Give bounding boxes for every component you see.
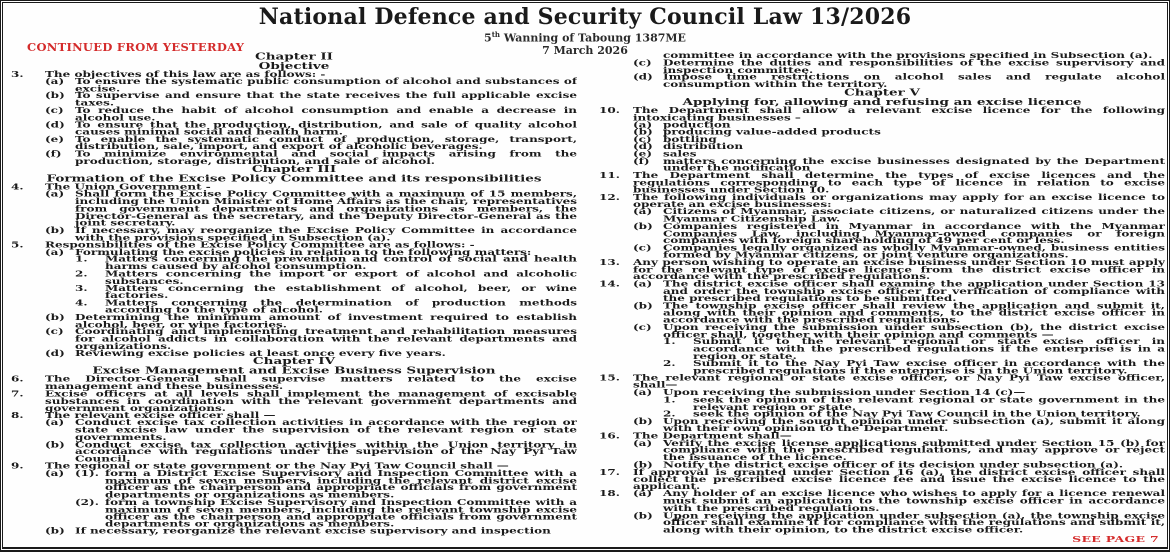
- law-paragraph: [11, 227, 577, 241]
- clause-text: The following individuals or organizations may apply for an excise licence to operate an excise businesses:: [633, 192, 1165, 210]
- clause-text: Determining the minimum amount of investment required to establish alcohol, beer, or wine factories.: [75, 312, 577, 330]
- law-paragraph: [11, 270, 577, 284]
- clause-label: [45, 285, 75, 299]
- page-title: National Defence and Security Council Law 13/2026: [258, 4, 912, 30]
- clause-label: (f): [633, 156, 650, 166]
- clause-label: [599, 396, 633, 410]
- clause-label: (b): [45, 526, 65, 536]
- clause-text: Responsibilities of the Excise Policy Committee are as follows: -: [45, 240, 475, 250]
- clause-label: [11, 191, 45, 227]
- clause-text: matters concerning the excise businesses designated by the Department under the notification: [663, 156, 1165, 173]
- clause-label: (1).: [75, 468, 99, 479]
- clause-label: [11, 256, 45, 270]
- clause-text: The Union Government -: [45, 182, 211, 192]
- clause-text: Matters concerning the import or export of alcohol and alcoholic substances.: [105, 269, 577, 286]
- clause-text: To ensure that the production, distribution, and sale of quality alcohol causes minimal social and health harm.: [75, 120, 577, 137]
- law-paragraph: [11, 107, 577, 121]
- clause-label: [599, 121, 633, 128]
- clause-label: 3.: [75, 283, 88, 293]
- clause-label: (b): [45, 91, 65, 101]
- clause-label: (e): [633, 148, 652, 159]
- clause-label: (c): [633, 57, 652, 68]
- clause-label: [11, 227, 45, 241]
- law-paragraph: [599, 244, 1165, 258]
- clause-label: [11, 270, 45, 284]
- clause-label: (a): [45, 76, 65, 87]
- clause-label: 1.: [663, 394, 676, 405]
- law-paragraph: [11, 419, 577, 441]
- clause-label: (c): [633, 322, 652, 332]
- clause-label: [599, 512, 633, 534]
- clause-label: (b): [45, 312, 65, 322]
- clause-label: [599, 244, 633, 258]
- date-day: 5: [484, 31, 492, 45]
- clause-label: [11, 78, 45, 92]
- clause-text: To minimize environmental and social impacts arising from the production, storage, distribution, and sale of alcohol.: [75, 148, 577, 166]
- clause-label: [45, 270, 75, 284]
- clause-label: 8.: [11, 410, 24, 421]
- clause-text: To supervise and ensure that the state receives the full applicable excise taxes.: [75, 91, 577, 108]
- clause-label: [599, 440, 633, 462]
- clause-label: 1.: [75, 254, 88, 264]
- clause-text: Citizens of Myanmar, associate citizens, or naturalized citizens under the Myanmar Citizenship Law.: [663, 206, 1165, 224]
- chapter-heading: Chapter V: [844, 87, 920, 99]
- chapter-heading: Chapter III: [251, 164, 337, 175]
- clause-label: [599, 143, 633, 150]
- clause-label: (a): [633, 387, 653, 398]
- clause-label: [599, 338, 633, 360]
- chapter-heading: Excise Management and Excise Business Supervision: [92, 365, 496, 377]
- clause-label: [599, 302, 633, 324]
- clause-label: (a): [45, 247, 65, 257]
- clause-text: Conduct excise tax collection activities in accordance with the region or state excise law under the supervision of the relevant region or state governments.: [75, 417, 577, 442]
- clause-text: Coordinating and implementing treatment and rehabilitation measures for alcohol addicts in collaboration with the relevant departments and organizations.: [75, 326, 577, 351]
- clause-label: [599, 129, 633, 136]
- clause-label: (b): [633, 460, 653, 470]
- clause-label: (a): [633, 438, 653, 448]
- clause-text: Companies legally organized as wholly Myanmar-owned, business entities formed by Myanmar citizens, or joint venture organizations.: [663, 243, 1165, 260]
- clause-text: Reviewing excise policies at least once every five years.: [75, 348, 446, 358]
- law-paragraph: [599, 107, 1165, 121]
- clause-label: (f): [45, 148, 62, 159]
- clause-text: Shall form the Excise Policy Committee with a maximum of 15 members, including the Union Minister of Home Affairs as the chair, representatives from government departments and organizations as members, the Director-General as the secretary, and the Deputy Director-General as the joint secretary.: [75, 189, 577, 228]
- clause-label: (b): [45, 439, 65, 450]
- clause-label: [599, 389, 633, 396]
- clause-label: (a): [633, 488, 653, 499]
- clause-text: producing value-added products: [663, 127, 881, 137]
- clause-label: [45, 499, 75, 528]
- clause-label: [11, 470, 45, 499]
- clause-label: 15.: [599, 373, 620, 383]
- clause-label: [599, 150, 633, 157]
- clause-label: [11, 528, 45, 535]
- chapter-heading: Chapter II: [254, 52, 333, 63]
- clause-text: bottling: [663, 134, 717, 144]
- chapter-heading: Chapter IV: [252, 356, 336, 368]
- clause-text: committee in accordance with the provisions specified in Subsection (a).: [663, 52, 1153, 61]
- clause-text: seek the opinion of the relevant regional or state government in the relevant region or state.: [693, 394, 1165, 412]
- clause-text: Conduct excise tax collection activities within the Union territory in accordance with regulations under the supervision of the Nay Pyi Taw Council.: [75, 439, 577, 464]
- law-paragraph: [11, 470, 577, 499]
- clause-text: sales: [663, 148, 697, 159]
- clause-label: [45, 299, 75, 313]
- clause-label: (b): [633, 221, 653, 231]
- clause-label: [599, 411, 633, 418]
- clause-text: Matters concerning the establishment of alcohol, beer, or wine factories.: [105, 283, 577, 301]
- clause-text: Matters concerning the determination of production methods according to the type of alcohol.: [105, 297, 577, 315]
- clause-label: 16.: [599, 431, 620, 441]
- law-paragraph: [599, 208, 1165, 222]
- date-rest: Wanning of Taboung 1387ME: [500, 31, 686, 45]
- clause-label: [11, 314, 45, 328]
- law-paragraph: [599, 512, 1165, 534]
- clause-label: (c): [633, 243, 652, 253]
- clause-label: [11, 441, 45, 463]
- clause-label: (a): [45, 189, 65, 199]
- law-paragraph: [599, 469, 1165, 491]
- clause-text: Determine the duties and responsibilities of the excise supervisory and inspection committee.: [663, 57, 1165, 75]
- clause-label: 2.: [75, 269, 88, 279]
- chapter-heading: Applying for, allowing and refusing an excise licence: [682, 96, 1082, 108]
- clause-label: (a): [45, 417, 65, 428]
- clause-label: (b): [633, 300, 653, 311]
- chapter-heading: Objective: [258, 60, 330, 72]
- law-paragraph: [11, 528, 577, 535]
- clause-label: (b): [45, 225, 65, 236]
- clause-label: [599, 52, 633, 59]
- clause-text: The relevant excise officer shall —: [45, 410, 276, 421]
- law-paragraph: [11, 191, 577, 227]
- clause-label: [11, 249, 45, 256]
- clause-label: (c): [45, 326, 64, 337]
- clause-text: Submit it to the Nay Pyi Taw excise officer in accordance with the prescribed regulations if the enterprise is in the Union territory.: [693, 358, 1165, 376]
- clause-text: The Department shall—: [633, 431, 792, 441]
- right-column: [599, 52, 1165, 547]
- clause-label: (b): [633, 416, 653, 427]
- clause-label: [633, 338, 663, 360]
- see-page-note: SEE PAGE 7: [1072, 533, 1159, 544]
- clause-label: [633, 396, 663, 410]
- clause-label: [599, 74, 633, 88]
- law-paragraph: [11, 328, 577, 350]
- clause-text: Notify the district excise officer of its decision under subsection (a).: [663, 460, 1124, 470]
- clause-text: Upon receiving the sought opinion under subsection (a), submit it along with their own opinion to the Department.: [663, 416, 1165, 434]
- clause-label: 7.: [11, 389, 24, 399]
- clause-label: [11, 299, 45, 313]
- law-paragraph: [599, 259, 1165, 281]
- clause-label: 9.: [11, 461, 24, 471]
- clause-text: If approval is granted under Section 16 (a), the district excise officer shall collect the prescribed excise licence fee and issue the excise licence to the applicant.: [633, 467, 1165, 492]
- law-paragraph: [11, 299, 577, 313]
- clause-label: 4.: [75, 297, 88, 308]
- clause-text: The township excise officer shall review the application and submit it, along with their opinion and comments, to the district excise officer in accordance with the prescribed regulations.: [663, 300, 1165, 325]
- law-paragraph: [599, 490, 1165, 512]
- clause-label: 5.: [11, 240, 24, 250]
- clause-text: Companies registered in Myanmar in accordance with the Myanmar Companies Law, including Myanmar-owned companies or foreign companies with foreign shareholding of 49 per cent or less.: [663, 221, 1165, 246]
- clause-text: Impose time restrictions on alcohol sales and regulate alcohol consumption within the territory.: [663, 72, 1165, 89]
- clause-text: Verify the excise license applications submitted under Section 15 (b) for compliance with the prescribed regulations, and may approve or reject the issuance of the licence.: [663, 438, 1165, 463]
- law-paragraph: [11, 441, 577, 463]
- clause-label: [11, 419, 45, 441]
- clause-label: (b): [633, 127, 653, 137]
- chapter-heading: Formation of the Excise Policy Committee and its responsibilities: [46, 173, 542, 185]
- clause-label: (a): [633, 279, 653, 289]
- law-paragraph: [599, 338, 1165, 360]
- clause-label: 2.: [663, 358, 676, 369]
- clause-label: 3.: [11, 69, 24, 79]
- clause-text: The district excise officer shall examine the application under Section 13 and order the township excise officer for verification of compliance with the prescribed regulations to be submitted.: [663, 279, 1165, 304]
- clause-label: [599, 136, 633, 143]
- clause-label: [11, 150, 45, 164]
- clause-text: Any holder of an excise licence who wishes to apply for a licence renewal must submit an application to the township excise officer in accordance with the prescribed regulations.: [663, 488, 1165, 513]
- clause-label: 4.: [11, 182, 24, 192]
- clause-text: Excise officers at all levels shall implement the management of excisable substances in coordination with the relevant government departments and government organizations.: [45, 389, 577, 413]
- clause-label: [599, 223, 633, 245]
- law-paragraph: [11, 499, 577, 528]
- clause-text: To reduce the habit of alcohol consumption and enable a decrease in alcohol use.: [75, 105, 577, 123]
- law-paragraph: [599, 440, 1165, 462]
- clause-text: The regional or state government or the Nay Pyi Taw Council shall —: [45, 461, 509, 471]
- law-paragraph: [599, 172, 1165, 194]
- clause-label: [599, 59, 633, 73]
- clause-label: 13.: [599, 257, 620, 267]
- clause-label: (c): [633, 134, 652, 144]
- clause-text: Upon receiving the submission under Section 14 (c)—: [663, 387, 1026, 398]
- clause-text: Formulating the excise policies in relation to the following matters:: [75, 247, 532, 257]
- clause-text: If necessary, reorganize the relevant excise supervisory and inspection: [75, 526, 551, 536]
- clause-label: (a): [45, 468, 65, 479]
- gregorian-date-line: 7 March 2026: [542, 43, 628, 57]
- article-body: [9, 52, 1165, 547]
- clause-label: 17.: [599, 467, 620, 477]
- clause-text: distribution: [663, 141, 744, 152]
- law-paragraph: [11, 390, 577, 412]
- clause-label: (e): [45, 134, 64, 144]
- left-column: [11, 52, 577, 547]
- law-paragraph: [599, 223, 1165, 245]
- clause-text: poduction: [663, 120, 731, 130]
- clause-label: (b): [633, 510, 653, 521]
- clause-text: If necessary, may reorganize the Excise Policy Committee in accordance with the provisions specified in Subsection (a).: [75, 225, 577, 243]
- clause-label: [11, 499, 45, 528]
- clause-label: (d): [45, 120, 65, 130]
- clause-label: [11, 92, 45, 106]
- clause-label: (d): [633, 72, 653, 82]
- clause-label: 2.: [663, 409, 676, 419]
- clause-label: 12.: [599, 192, 620, 202]
- clause-label: 11.: [599, 170, 620, 181]
- clause-text: The Director-General shall supervise matters related to the excise management and these businesses.: [45, 374, 577, 392]
- clause-label: (d): [45, 348, 65, 358]
- clause-label: [599, 324, 633, 338]
- clause-text: form a township Excise Supervisory and Inspection Committee with a maximum of seven members, including the relevant township excise officer as the chairperson and appropriate officials from government departments or organizations as members.: [105, 497, 577, 529]
- clause-text: Upon receiving the application under subsection (a), the township excise officer shall examine it for compliance with the regulations and submit it, along with their opinion, to the district excise officer.: [663, 510, 1165, 535]
- clause-label: (c): [45, 105, 64, 115]
- clause-label: 6.: [11, 374, 24, 384]
- date-ordinal: th: [491, 30, 501, 39]
- clause-label: 18.: [599, 488, 620, 499]
- clause-text: To ensure the systematic public consumption of alcohol and substances of excise.: [75, 76, 577, 94]
- clause-label: 14.: [599, 279, 620, 289]
- clause-text: Any person wishing to operate an excise business under Section 10 must apply for the relevant type of excise licence from the district excise officer in accordance with the prescribed regulations.: [633, 257, 1165, 282]
- clause-label: (a): [633, 206, 653, 217]
- clause-label: (a): [633, 120, 653, 130]
- clause-label: [599, 208, 633, 222]
- clause-label: [11, 121, 45, 135]
- clause-label: (2).: [75, 497, 99, 507]
- clause-text: The Department shall allow a relevant excise licence for the following intoxicating businesses –: [633, 105, 1165, 123]
- law-paragraph: [599, 74, 1165, 88]
- clause-text: form a District Excise Supervisory and Inspection Committee with a maximum of seven members, including the relevant district excise officer as the chairperson and appropriate officials from government departments or organizations as members.: [105, 468, 577, 500]
- law-paragraph: [599, 281, 1165, 303]
- clause-text: The Department shall determine the types of excise licences and the regulations corresponding to each type of licence in relation to excise businesses under Section 10.: [633, 170, 1165, 195]
- clause-text: Matters concerning the prevention and control of social and health harms caused by alcohol consumption.: [105, 254, 577, 272]
- clause-label: [11, 350, 45, 357]
- clause-text: Upon receiving the submission under subsection (b), the district excise officer shall, together with their opinion and comments —: [663, 322, 1165, 340]
- clause-label: [11, 107, 45, 121]
- clause-label: [11, 285, 45, 299]
- clause-label: (d): [633, 141, 653, 152]
- clause-text: To enable the systematic conduct of production, storage, transport, distribution, sale, import, and export of alcoholic beverages.: [75, 134, 577, 152]
- clause-text: The objectives of this law are as follows: -: [45, 69, 326, 79]
- clause-label: [11, 328, 45, 350]
- clause-text: The relevant regional or state excise officer, or Nay Pyi Taw excise officer, shall—: [633, 373, 1165, 390]
- clause-label: [11, 136, 45, 150]
- clause-label: 1.: [663, 337, 676, 347]
- continued-from-yesterday-note: CONTINUED FROM YESTERDAY: [27, 40, 245, 54]
- clause-text: seek the opinion of the Nay Pyi Taw Council in the Union territory.: [693, 409, 1141, 419]
- law-paragraph: [11, 150, 577, 164]
- clause-label: [45, 256, 75, 270]
- clause-label: 10.: [599, 105, 620, 115]
- law-paragraph: [599, 302, 1165, 324]
- clause-text: Submit it to the relevant regional or state excise officer in accordance with the prescribed regulations if the enterprise is in a region or state.: [693, 337, 1165, 361]
